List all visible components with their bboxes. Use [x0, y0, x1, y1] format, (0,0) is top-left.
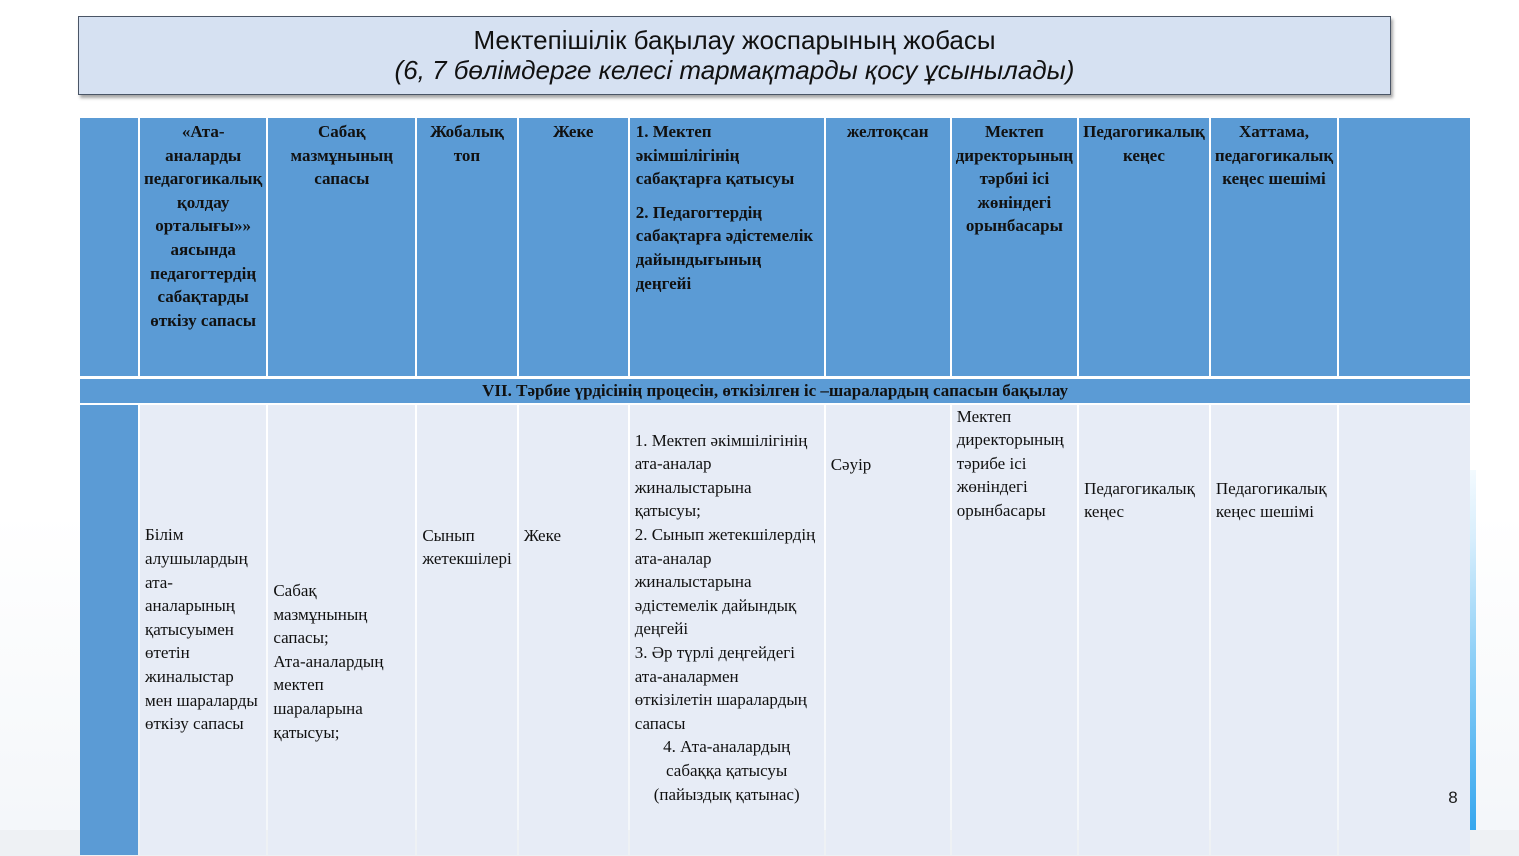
header-methods-item-1: 1. Мектеп әкімшілігінің сабақтарға қатысуы	[635, 122, 795, 189]
header-cell-topic: «Ата-аналарды педагогикалық қолдау орталығы»» аясында педагогтердің сабақтарды өткізу сапасы	[140, 118, 266, 379]
body-cell-result: Педагогикалық кеңес шешімі	[1211, 405, 1337, 855]
body-cell-methods	[630, 405, 824, 855]
methods-item-2: 2. Сынып жетекшілердің ата-аналар жиналыстарына әдістемелік дайындық деңгейі	[634, 524, 816, 639]
header-cell-content: Сабақ мазмұнының сапасы	[268, 118, 415, 379]
header-cell-result: Хаттама, педагогикалық кеңес шешімі	[1211, 118, 1337, 379]
body-cell-group: Сынып жетекшілері	[417, 405, 516, 855]
body-cell-month: Сәуір	[826, 405, 950, 855]
methods-item-4: 4. Ата-аналардың сабаққа қатысуы (пайыздық қатынас)	[653, 737, 800, 804]
body-cell-responsible: Мектеп директорының тәрибе ісі жөніндегі орынбасары	[952, 405, 1077, 855]
header-cell-responsible: Мектеп директорының тәрбиі ісі жөніндегі орынбасары	[952, 118, 1077, 379]
slide-subtitle: (6, 7 бөлімдерге келесі тармақтарды қосу ұсынылады)	[394, 55, 1075, 85]
slide-title: Мектепішілік бақылау жоспарының жобасы	[473, 25, 996, 55]
body-cell-review: Педагогикалық кеңес	[1079, 405, 1209, 855]
header-methods-item-2: 2. Педагогтердің сабақтарға әдістемелік дайындығының деңгейі	[635, 202, 814, 293]
header-cell-group: Жобалық топ	[417, 118, 516, 379]
methods-item-3: 3. Әр түрлі деңгейдегі ата-аналармен өткізілетін шаралардың сапасы	[634, 642, 807, 733]
section-title: VII. Тәрбие үрдісінің процесін, өткізілген іс –шаралардың сапасын бақылау	[80, 379, 1470, 405]
body-cell-topic: Білім алушылардың ата-аналарының қатысуымен өтетін жиналыстар мен шараларды өткізу сапасы	[140, 405, 266, 855]
body-cell-content: Сабақ мазмұнының сапасы; Ата-аналардың мектеп шараларына қатысуы;	[268, 405, 415, 855]
header-cell-methods	[630, 118, 824, 379]
body-cell-type: Жеке	[519, 405, 628, 855]
header-cell-type: Жеке	[519, 118, 628, 379]
header-cell-empty	[80, 118, 138, 379]
page-number: 8	[1448, 788, 1458, 807]
table-header-row	[80, 118, 1470, 379]
slide-title-box	[78, 16, 1391, 95]
section-title-row	[80, 379, 1470, 405]
header-cell-review: Педагогикалық кеңес	[1079, 118, 1209, 379]
control-plan-table	[78, 118, 1472, 855]
table-row	[80, 405, 1470, 855]
header-cell-extra	[1339, 118, 1470, 379]
header-cell-month: желтоқсан	[826, 118, 950, 379]
body-cell-empty	[80, 405, 138, 855]
methods-item-1: 1. Мектеп әкімшілігінің ата-аналар жиналыстарына қатысуы;	[634, 430, 808, 521]
